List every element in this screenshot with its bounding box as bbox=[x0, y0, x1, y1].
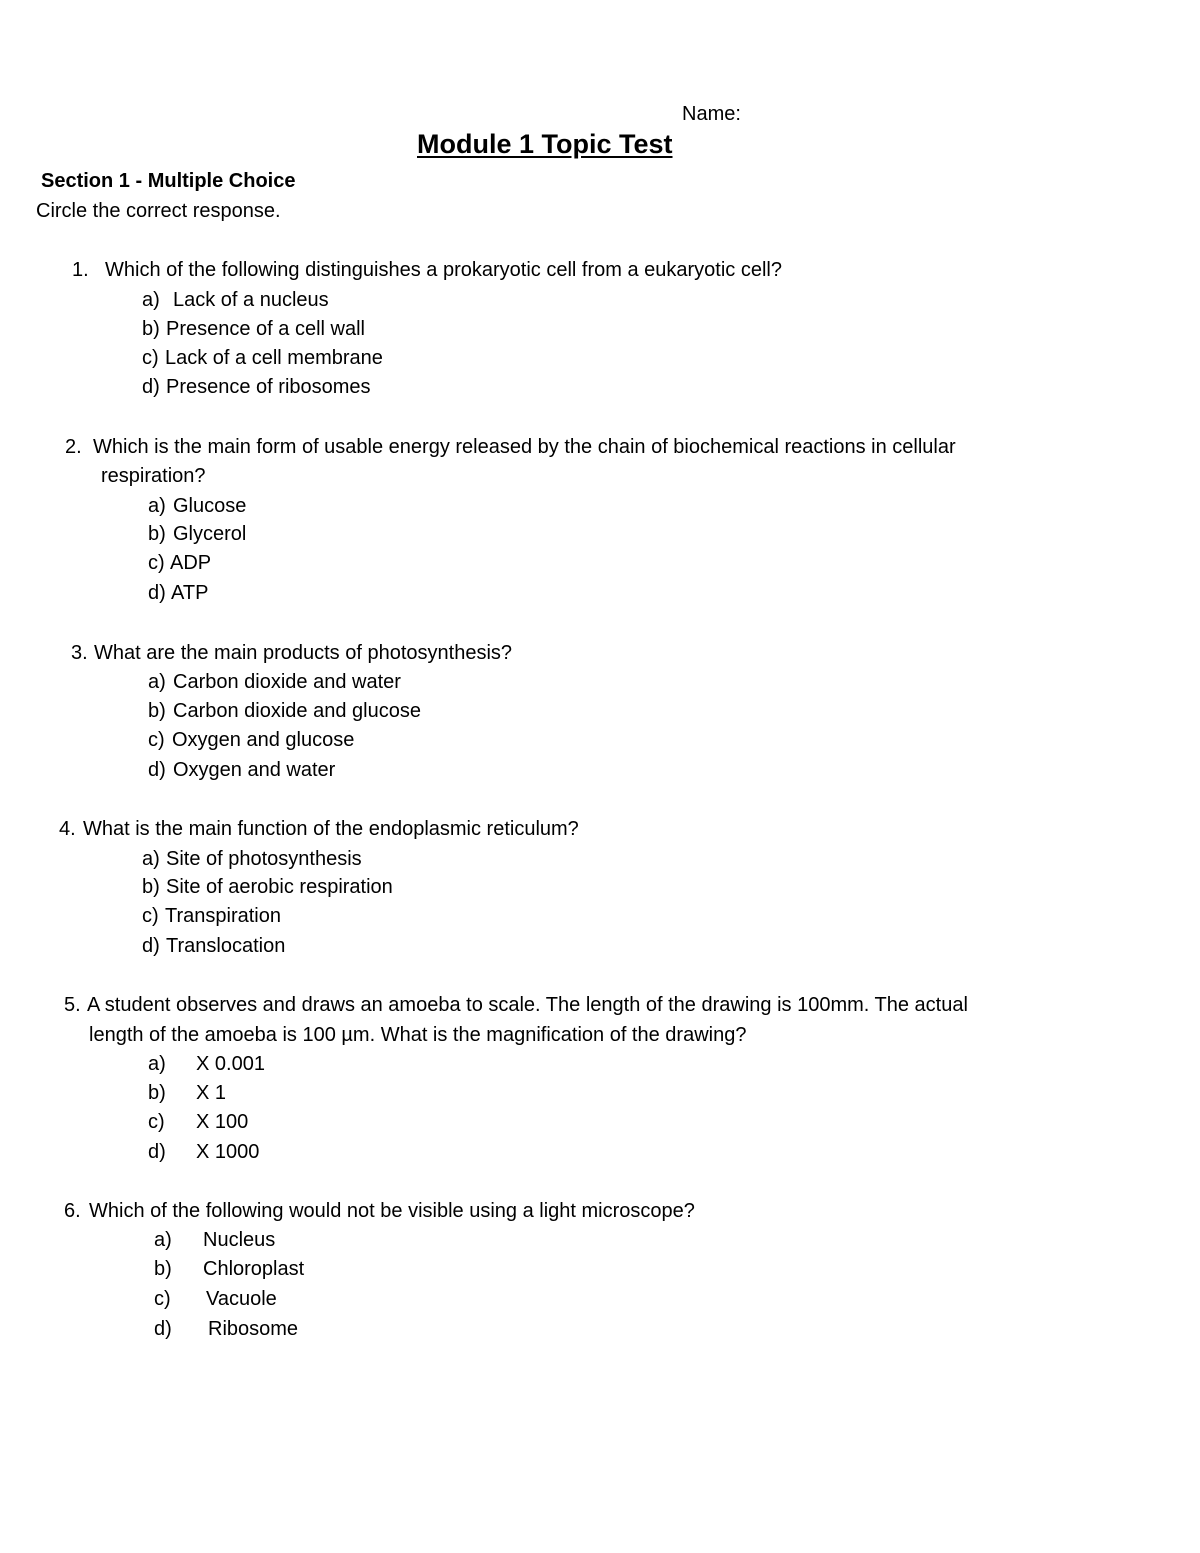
question-text-line2: length of the amoeba is 100 µm. What is the magnification of the drawing? bbox=[89, 1024, 747, 1046]
option-letter[interactable]: b) bbox=[154, 1258, 172, 1280]
question-number: 5. bbox=[64, 994, 81, 1016]
option-text[interactable]: X 1 bbox=[196, 1082, 227, 1104]
option-text[interactable]: Transpiration bbox=[165, 905, 281, 927]
question-text: Which of the following would not be visible using a light microscope? bbox=[89, 1200, 695, 1222]
section-instructions: Circle the correct response. bbox=[36, 200, 281, 222]
option-text[interactable]: Oxygen and water bbox=[173, 759, 336, 781]
option-text[interactable]: X 100 bbox=[196, 1111, 249, 1133]
question-number: 1. bbox=[72, 259, 89, 281]
option-letter[interactable]: a) bbox=[142, 289, 160, 311]
option-text[interactable]: Site of aerobic respiration bbox=[166, 876, 393, 898]
option-letter[interactable]: b) bbox=[142, 318, 160, 340]
option-letter[interactable]: c) bbox=[148, 729, 165, 751]
option-letter[interactable]: c) bbox=[142, 905, 159, 927]
option-letter[interactable]: b) bbox=[142, 876, 160, 898]
option-text[interactable]: Vacuole bbox=[206, 1288, 277, 1310]
option-text[interactable]: ATP bbox=[171, 582, 209, 604]
option-letter[interactable]: b) bbox=[148, 700, 166, 722]
option-letter[interactable]: b) bbox=[148, 1082, 166, 1104]
option-text[interactable]: Carbon dioxide and glucose bbox=[173, 700, 421, 722]
option-text[interactable]: Site of photosynthesis bbox=[166, 848, 362, 870]
question-number: 2. bbox=[65, 436, 82, 458]
option-letter[interactable]: a) bbox=[148, 671, 166, 693]
option-text[interactable]: Lack of a nucleus bbox=[173, 289, 329, 311]
option-letter[interactable]: a) bbox=[154, 1229, 172, 1251]
option-text[interactable]: Lack of a cell membrane bbox=[165, 347, 383, 369]
option-text[interactable]: Oxygen and glucose bbox=[172, 729, 355, 751]
question-text-line1: A student observes and draws an amoeba to scale. The length of the drawing is 100mm. The actual bbox=[87, 994, 968, 1016]
option-letter[interactable]: a) bbox=[148, 1053, 166, 1075]
option-letter[interactable]: d) bbox=[148, 1141, 166, 1163]
question-text: What is the main function of the endoplasmic reticulum? bbox=[83, 818, 579, 840]
question-text-line2: respiration? bbox=[101, 465, 206, 487]
option-letter[interactable]: d) bbox=[148, 582, 166, 604]
option-letter[interactable]: d) bbox=[148, 759, 166, 781]
option-letter[interactable]: b) bbox=[148, 523, 166, 545]
name-label: Name: bbox=[682, 103, 741, 125]
section-heading: Section 1 - Multiple Choice bbox=[41, 170, 296, 192]
option-text[interactable]: X 1000 bbox=[196, 1141, 260, 1163]
option-text[interactable]: Glucose bbox=[173, 495, 247, 517]
option-letter[interactable]: a) bbox=[148, 495, 166, 517]
option-text[interactable]: Carbon dioxide and water bbox=[173, 671, 401, 693]
option-text[interactable]: ADP bbox=[170, 552, 212, 574]
option-letter[interactable]: c) bbox=[148, 1111, 165, 1133]
option-text[interactable]: Translocation bbox=[166, 935, 286, 957]
option-text[interactable]: Chloroplast bbox=[203, 1258, 305, 1280]
option-letter[interactable]: d) bbox=[154, 1318, 172, 1340]
option-letter[interactable]: c) bbox=[154, 1288, 171, 1310]
question-number: 4. bbox=[59, 818, 76, 840]
option-letter[interactable]: a) bbox=[142, 848, 160, 870]
question-text: Which of the following distinguishes a prokaryotic cell from a eukaryotic cell? bbox=[105, 259, 782, 281]
option-letter[interactable]: c) bbox=[142, 347, 159, 369]
option-text[interactable]: Nucleus bbox=[203, 1229, 276, 1251]
option-text[interactable]: X 0.001 bbox=[196, 1053, 265, 1075]
option-text[interactable]: Presence of ribosomes bbox=[166, 376, 371, 398]
page-title: Module 1 Topic Test bbox=[417, 129, 673, 159]
question-number: 3. bbox=[71, 642, 88, 664]
question-number: 6. bbox=[64, 1200, 81, 1222]
option-letter[interactable]: d) bbox=[142, 935, 160, 957]
option-letter[interactable]: c) bbox=[148, 552, 165, 574]
question-text-line1: Which is the main form of usable energy released by the chain of biochemical reactions in cellular bbox=[93, 436, 956, 458]
question-text: What are the main products of photosynthesis? bbox=[94, 642, 513, 664]
option-letter[interactable]: d) bbox=[142, 376, 160, 398]
option-text[interactable]: Glycerol bbox=[173, 523, 247, 545]
option-text[interactable]: Presence of a cell wall bbox=[166, 318, 365, 340]
option-text[interactable]: Ribosome bbox=[208, 1318, 299, 1340]
